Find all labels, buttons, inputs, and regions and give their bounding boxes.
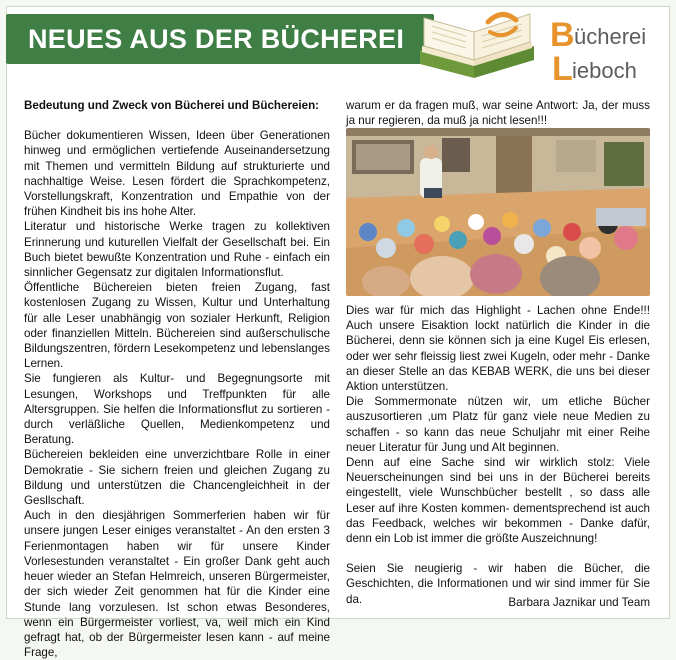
paragraph: Literatur und historische Werke tragen zu kollektiven Erinnerung und kuturellen Vielfalt der Gesellschaft bei. Ein Buch bietet bewußte Konzentration und Ruhe - einfach ein sinnlicher Gegensatz zur digitalen Informationsflut. xyxy=(24,220,330,280)
reading-event-photo xyxy=(346,128,650,296)
logo-word-lieboch: ieboch xyxy=(572,58,637,83)
right-column xyxy=(346,303,650,607)
logo-initial-l: L xyxy=(552,50,573,88)
page-title: NEUES AUS DER BÜCHEREI xyxy=(28,24,405,54)
header-banner xyxy=(6,14,434,64)
paragraph: Auch in den diesjährigen Sommerferien haben wir für unsere jungen Leser einiges veranstaltet - An den ersten 3 Ferienmontagen haben wir für unsere Kinder Vorlesestunden veranstaltet - Ein großer Dank geht auch heuer wieder an Stefan Helmreich, unseren Bürgermeister, der sich wieder Zeit genommen hat für die Kinder eine Stunde lang vorzulesen. Ist schon etwas Besonderes, wenn ein Bürgermeister vorliest, va, weil mich ein Kind gefragt hat, ob der Bürgermeister lesen kann - auf meine Frage, xyxy=(24,509,330,660)
logo-initial-b: B xyxy=(550,16,575,54)
paragraph: warum er da fragen muß, war seine Antwort: Ja, der muss ja nur regieren, da muß ja nicht lesen!!! xyxy=(346,99,650,128)
paragraph: Dies war für mich das Highlight - Lachen ohne Ende!!! Auch unsere Eisaktion lockt natürlich die Kinder in die Bücherei, denn sie können sich ja eine Kugel Eis erlesen, oder wer sehr fleissig liest zwei Kugeln, oder mehr - Danke an dieser Stelle an das KEBAB WERK, die uns bei dieser Aktion unterstützen. xyxy=(346,304,650,394)
logo-word-buecherei: ücherei xyxy=(574,24,647,49)
right-column-intro xyxy=(346,98,650,128)
left-column xyxy=(24,98,330,660)
open-book-icon xyxy=(410,6,540,82)
spacer xyxy=(346,546,650,561)
article-heading: Bedeutung und Zweck von Bücherei und Büchereien: xyxy=(24,99,320,112)
paragraph: Die Sommermonate nützen wir, um etliche Bücher auszusortieren ,um Platz für ganz viele neue Medien zu schaffen - so kann das neue Schuljahr mit einer Reihe neuer Literatur für Jung und Alt beginnen. xyxy=(346,395,650,454)
library-logo xyxy=(544,14,656,88)
closing-paragraph: Seien Sie neugierig - wir haben die Bücher, die Geschichten, die Informationen und wir sind immer für Sie da. xyxy=(346,562,650,606)
paragraph: Büchereien bekleiden eine unverzichtbare Rolle in einer Demokratie - Sie sichern freien und gleichen Zugang zu Bildung und unterstützen die Chancengleichheit in der Gesllschaft. xyxy=(24,448,330,508)
paragraph: Sie fungieren als Kultur- und Begegnungsorte mit Lesungen, Workshops und Treffpunkten für alle Altersgruppen. Sie helfen die Informationsflut zu sortieren - durch verläßliche Quellen, Medienkompetenz und Beratung. xyxy=(24,372,330,447)
paragraph: Bücher dokumentieren Wissen, Ideen über Generationen hinweg und ermöglichen vertiefende Auseinandersetzung mit Themen und vermitteln Bildung auf strukturierte und nachhaltige Weise. Lesen fördert die Sprachkompetenz, Vorstellungskraft, Konzentration und Empathie von der frühen Kindheit bis ins hohe Alter. xyxy=(24,129,330,219)
paragraph: Denn auf eine Sache sind wir wirklich stolz: Viele Neuerscheinungen sind bei uns in der Bücherei bereits eingestellt, viele Wunschbücher bestellt , so dass alle Leser auf ihre Kosten kommen- dementsprechend ist auch das Feedback, welches wir bekommen - Danke dafür, denn ein Lob ist immer die größte Auszeichnung! xyxy=(346,456,650,546)
paragraph: Öffentliche Büchereien bieten freien Zugang, fast kostenlosen Zugang zu Wissen, Kultur und Unterhaltung für alle Leser unabhängig von sozialer Herkunft, Religion oder finanziellen Mitteln. Büchereien sind außerschulische Bildungszentren, fördern Lesekompetenz und lebenslanges Lernen. xyxy=(24,281,330,371)
signature: Barbara Jaznikar und Team xyxy=(508,596,650,609)
